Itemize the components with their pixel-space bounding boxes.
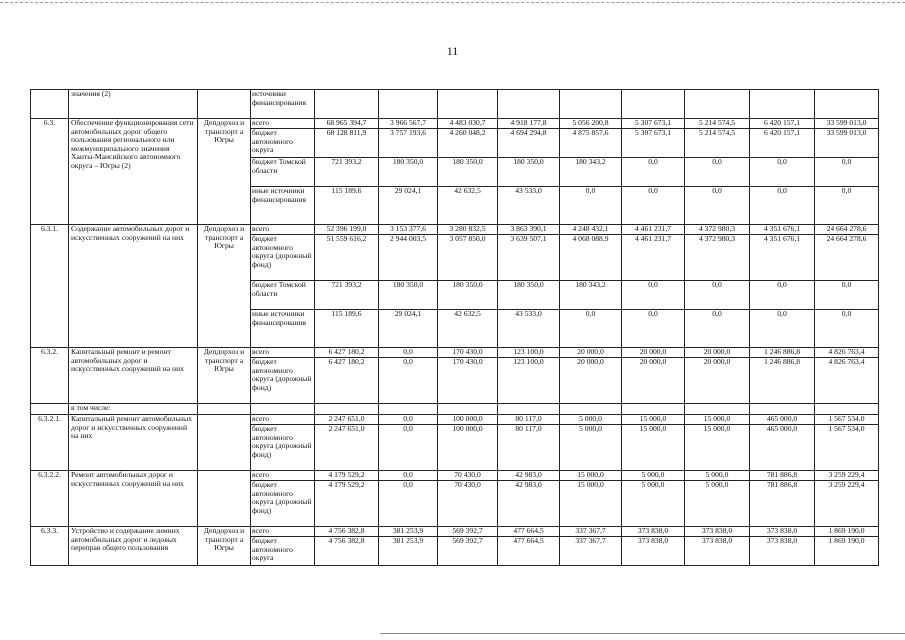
amount-cell: 0,0 bbox=[622, 187, 685, 225]
amount-cell: 0,0 bbox=[379, 471, 438, 481]
amount-cell: 180 350,0 bbox=[379, 158, 438, 187]
amount-cell: 180 350,0 bbox=[498, 158, 560, 187]
amount-cell: 4 351 676,1 bbox=[750, 235, 815, 281]
table-row bbox=[31, 119, 879, 129]
amount-cell: 721 393,2 bbox=[315, 281, 379, 310]
amount-cell: 0,0 bbox=[622, 281, 685, 310]
amount-cell: 3 057 850,0 bbox=[438, 235, 498, 281]
amount-cell: 4 372 980,3 bbox=[685, 235, 750, 281]
amount-cell: 381 253,9 bbox=[379, 537, 438, 566]
amount-cell: 42 632,5 bbox=[438, 310, 498, 348]
amount-cell bbox=[438, 90, 498, 119]
funding-source-cell: иные источники финансирования bbox=[251, 310, 315, 348]
amount-cell: 15 000,0 bbox=[685, 415, 750, 425]
amount-cell: 5 000,0 bbox=[685, 481, 750, 527]
amount-cell: 24 664 278,6 bbox=[815, 225, 879, 235]
amount-cell: 4 875 857,6 bbox=[560, 129, 622, 158]
amount-cell: 2 247 651,0 bbox=[315, 425, 379, 471]
amount-cell: 373 838,0 bbox=[750, 537, 815, 566]
amount-cell: 373 838,0 bbox=[750, 527, 815, 537]
amount-cell: 180 343,2 bbox=[560, 158, 622, 187]
amount-cell: 1 246 886,8 bbox=[750, 348, 815, 358]
amount-cell: 5 056 200,8 bbox=[560, 119, 622, 129]
amount-cell: 5 000,0 bbox=[560, 425, 622, 471]
executor-cell bbox=[198, 404, 251, 415]
amount-cell: 4 694 294,8 bbox=[498, 129, 560, 158]
amount-cell: 15 000,0 bbox=[622, 415, 685, 425]
funding-source-cell: бюджет автономного округа bbox=[251, 537, 315, 566]
measure-name-cell: Обеспечение функционирования сети автомобильных дорог общего пользования регионального или межмуниципального значения Ханты-Мансийского автономного округа – Югры (2) bbox=[69, 119, 198, 225]
amount-cell: 781 886,8 bbox=[750, 481, 815, 527]
amount-cell: 6 427 180,2 bbox=[315, 358, 379, 404]
table-row bbox=[31, 90, 879, 119]
funding-source-cell: иные источники финансирования bbox=[251, 187, 315, 225]
amount-cell bbox=[438, 404, 498, 415]
amount-cell: 24 664 278,6 bbox=[815, 235, 879, 281]
amount-cell: 0,0 bbox=[750, 187, 815, 225]
amount-cell: 70 430,0 bbox=[438, 471, 498, 481]
funding-source-cell: бюджет Томской области bbox=[251, 158, 315, 187]
row-number-cell: 6.3.2. bbox=[31, 348, 69, 404]
amount-cell: 4 068 088,9 bbox=[560, 235, 622, 281]
amount-cell: 5 214 574,5 bbox=[685, 119, 750, 129]
row-number-cell bbox=[31, 90, 69, 119]
funding-source-cell: бюджет автономного округа (дорожный фонд) bbox=[251, 481, 315, 527]
amount-cell: 6 420 157,1 bbox=[750, 119, 815, 129]
amount-cell: 373 838,0 bbox=[685, 537, 750, 566]
amount-cell: 20 000,0 bbox=[622, 348, 685, 358]
amount-cell: 2 247 651,0 bbox=[315, 415, 379, 425]
amount-cell bbox=[750, 90, 815, 119]
executor-cell: Депдорхоз и транспорт а Югры bbox=[198, 225, 251, 348]
amount-cell: 1 869 190,0 bbox=[815, 527, 879, 537]
amount-cell: 0,0 bbox=[750, 310, 815, 348]
amount-cell: 3 280 832,5 bbox=[438, 225, 498, 235]
financing-table-container bbox=[30, 89, 878, 566]
amount-cell: 15 000,0 bbox=[685, 425, 750, 471]
table-row bbox=[31, 404, 879, 415]
amount-cell: 4 248 432,1 bbox=[560, 225, 622, 235]
amount-cell: 0,0 bbox=[685, 158, 750, 187]
row-number-cell: 6.3. bbox=[31, 119, 69, 225]
table-row bbox=[31, 348, 879, 358]
amount-cell: 3 259 229,4 bbox=[815, 471, 879, 481]
amount-cell: 4 826 763,4 bbox=[815, 358, 879, 404]
amount-cell bbox=[379, 90, 438, 119]
amount-cell: 0,0 bbox=[379, 358, 438, 404]
amount-cell: 42 983,0 bbox=[498, 471, 560, 481]
measure-name-cell: Устройство и содержание зимних автомобильных дорог и ледовых переправ общего пользования bbox=[69, 527, 198, 566]
amount-cell: 115 189,6 bbox=[315, 310, 379, 348]
amount-cell: 20 000,0 bbox=[560, 348, 622, 358]
amount-cell: 3 966 567,7 bbox=[379, 119, 438, 129]
amount-cell: 1 567 534,0 bbox=[815, 415, 879, 425]
amount-cell: 4 179 529,2 bbox=[315, 471, 379, 481]
row-number-cell: 6.3.2.2. bbox=[31, 471, 69, 527]
amount-cell: 4 756 382,8 bbox=[315, 537, 379, 566]
amount-cell: 0,0 bbox=[815, 158, 879, 187]
amount-cell bbox=[622, 404, 685, 415]
amount-cell: 4 461 231,7 bbox=[622, 235, 685, 281]
measure-name-cell: значения (2) bbox=[69, 90, 198, 119]
amount-cell: 569 392,7 bbox=[438, 527, 498, 537]
amount-cell: 569 392,7 bbox=[438, 537, 498, 566]
amount-cell: 43 533,0 bbox=[498, 187, 560, 225]
amount-cell: 0,0 bbox=[685, 310, 750, 348]
amount-cell: 42 983,0 bbox=[498, 481, 560, 527]
funding-source-cell: всего bbox=[251, 348, 315, 358]
amount-cell: 43 533,0 bbox=[498, 310, 560, 348]
amount-cell: 5 000,0 bbox=[622, 481, 685, 527]
amount-cell: 100 000,0 bbox=[438, 425, 498, 471]
amount-cell: 4 372 980,3 bbox=[685, 225, 750, 235]
amount-cell: 337 367,7 bbox=[560, 537, 622, 566]
amount-cell bbox=[815, 90, 879, 119]
amount-cell: 0,0 bbox=[815, 281, 879, 310]
amount-cell: 5 000,0 bbox=[560, 415, 622, 425]
amount-cell: 123 100,0 bbox=[498, 358, 560, 404]
amount-cell: 1 246 886,8 bbox=[750, 358, 815, 404]
funding-source-cell: всего bbox=[251, 225, 315, 235]
amount-cell: 123 100,0 bbox=[498, 348, 560, 358]
funding-source-cell: всего bbox=[251, 119, 315, 129]
amount-cell: 721 393,2 bbox=[315, 158, 379, 187]
measure-name-cell: Капитальный ремонт автомобильных дорог и искусственных сооружений на них bbox=[69, 415, 198, 471]
amount-cell: 1 869 190,0 bbox=[815, 537, 879, 566]
amount-cell: 51 559 616,2 bbox=[315, 235, 379, 281]
amount-cell: 0,0 bbox=[379, 348, 438, 358]
amount-cell: 20 000,0 bbox=[560, 358, 622, 404]
amount-cell bbox=[498, 90, 560, 119]
funding-source-cell: всего bbox=[251, 471, 315, 481]
amount-cell: 337 367,7 bbox=[560, 527, 622, 537]
amount-cell: 3 639 507,1 bbox=[498, 235, 560, 281]
financing-table bbox=[30, 89, 879, 566]
amount-cell: 0,0 bbox=[815, 187, 879, 225]
funding-source-cell: бюджет автономного округа (дорожный фонд) bbox=[251, 235, 315, 281]
amount-cell: 781 886,8 bbox=[750, 471, 815, 481]
amount-cell: 0,0 bbox=[622, 158, 685, 187]
funding-source-cell: источники финансирования bbox=[251, 90, 315, 119]
amount-cell bbox=[315, 90, 379, 119]
table-body bbox=[31, 90, 879, 566]
amount-cell: 68 965 394,7 bbox=[315, 119, 379, 129]
amount-cell: 20 000,0 bbox=[685, 358, 750, 404]
measure-name-cell: Капитальный ремонт и ремонт автомобильных дорог и искусственных сооружений на них bbox=[69, 348, 198, 404]
amount-cell: 20 000,0 bbox=[685, 348, 750, 358]
amount-cell: 0,0 bbox=[379, 481, 438, 527]
funding-source-cell: всего bbox=[251, 527, 315, 537]
amount-cell: 477 664,5 bbox=[498, 537, 560, 566]
amount-cell: 477 664,5 bbox=[498, 527, 560, 537]
amount-cell: 4 756 382,8 bbox=[315, 527, 379, 537]
table-row bbox=[31, 527, 879, 537]
amount-cell: 180 350,0 bbox=[438, 281, 498, 310]
amount-cell: 465 000,0 bbox=[750, 425, 815, 471]
page-number: 11 bbox=[446, 44, 459, 58]
amount-cell: 170 430,0 bbox=[438, 348, 498, 358]
amount-cell bbox=[750, 404, 815, 415]
amount-cell: 0,0 bbox=[622, 310, 685, 348]
amount-cell bbox=[622, 90, 685, 119]
table-row bbox=[31, 471, 879, 481]
amount-cell: 0,0 bbox=[815, 310, 879, 348]
amount-cell: 42 632,5 bbox=[438, 187, 498, 225]
executor-cell: Депдорхоз и транспорт а Югры bbox=[198, 348, 251, 404]
amount-cell: 1 567 534,0 bbox=[815, 425, 879, 471]
amount-cell: 15 000,0 bbox=[560, 481, 622, 527]
amount-cell: 0,0 bbox=[750, 281, 815, 310]
amount-cell: 4 351 676,1 bbox=[750, 225, 815, 235]
amount-cell: 6 420 157,1 bbox=[750, 129, 815, 158]
funding-source-cell: бюджет автономного округа (дорожный фонд) bbox=[251, 425, 315, 471]
amount-cell: 15 000,0 bbox=[622, 425, 685, 471]
funding-source-cell: бюджет автономного округа (дорожный фонд) bbox=[251, 358, 315, 404]
amount-cell: 180 350,0 bbox=[379, 281, 438, 310]
amount-cell: 4 483 030,7 bbox=[438, 119, 498, 129]
scan-edge-bottom bbox=[380, 633, 905, 634]
amount-cell: 373 838,0 bbox=[622, 527, 685, 537]
table-row bbox=[31, 415, 879, 425]
measure-name-cell: в том числе: bbox=[69, 404, 198, 415]
amount-cell: 3 863 390,1 bbox=[498, 225, 560, 235]
executor-cell: Депдорхоз и транспорт а Югры bbox=[198, 527, 251, 566]
amount-cell: 80 117,0 bbox=[498, 425, 560, 471]
amount-cell bbox=[379, 404, 438, 415]
amount-cell: 5 214 574,5 bbox=[685, 129, 750, 158]
amount-cell: 100 000,0 bbox=[438, 415, 498, 425]
amount-cell: 373 838,0 bbox=[622, 537, 685, 566]
amount-cell: 115 189,6 bbox=[315, 187, 379, 225]
amount-cell: 180 350,0 bbox=[438, 158, 498, 187]
amount-cell: 5 000,0 bbox=[622, 471, 685, 481]
amount-cell: 3 757 193,6 bbox=[379, 129, 438, 158]
funding-source-cell bbox=[251, 404, 315, 415]
amount-cell bbox=[815, 404, 879, 415]
executor-cell: Депдорхоз и транспорт а Югры bbox=[198, 119, 251, 225]
measure-name-cell: Ремонт автомобильных дорог и искусственных сооружений на них bbox=[69, 471, 198, 527]
amount-cell bbox=[560, 90, 622, 119]
scan-edge-top bbox=[0, 2, 905, 9]
amount-cell: 33 599 013,0 bbox=[815, 119, 879, 129]
executor-cell bbox=[198, 471, 251, 527]
amount-cell bbox=[685, 90, 750, 119]
row-number-cell: 6.3.3. bbox=[31, 527, 69, 566]
amount-cell: 4 826 763,4 bbox=[815, 348, 879, 358]
amount-cell: 0,0 bbox=[560, 310, 622, 348]
amount-cell: 33 599 013,0 bbox=[815, 129, 879, 158]
funding-source-cell: всего bbox=[251, 415, 315, 425]
amount-cell: 0,0 bbox=[379, 425, 438, 471]
amount-cell: 5 307 673,1 bbox=[622, 129, 685, 158]
amount-cell: 0,0 bbox=[379, 415, 438, 425]
amount-cell: 80 117,0 bbox=[498, 415, 560, 425]
funding-source-cell: бюджет автономного округа bbox=[251, 129, 315, 158]
amount-cell: 5 000,0 bbox=[685, 471, 750, 481]
amount-cell: 4 260 048,2 bbox=[438, 129, 498, 158]
amount-cell: 0,0 bbox=[750, 158, 815, 187]
row-number-cell bbox=[31, 404, 69, 415]
amount-cell: 70 430,0 bbox=[438, 481, 498, 527]
amount-cell: 29 024,1 bbox=[379, 310, 438, 348]
row-number-cell: 6.3.1. bbox=[31, 225, 69, 348]
table-row bbox=[31, 225, 879, 235]
amount-cell: 6 427 180,2 bbox=[315, 348, 379, 358]
executor-cell bbox=[198, 90, 251, 119]
amount-cell: 3 153 377,6 bbox=[379, 225, 438, 235]
funding-source-cell: бюджет Томской области bbox=[251, 281, 315, 310]
amount-cell: 180 343,2 bbox=[560, 281, 622, 310]
amount-cell: 381 253,9 bbox=[379, 527, 438, 537]
amount-cell: 20 000,0 bbox=[622, 358, 685, 404]
amount-cell bbox=[315, 404, 379, 415]
amount-cell: 0,0 bbox=[685, 281, 750, 310]
amount-cell: 373 838,0 bbox=[685, 527, 750, 537]
amount-cell: 29 024,1 bbox=[379, 187, 438, 225]
amount-cell: 0,0 bbox=[560, 187, 622, 225]
amount-cell: 170 430,0 bbox=[438, 358, 498, 404]
amount-cell: 68 128 811,9 bbox=[315, 129, 379, 158]
amount-cell: 15 000,0 bbox=[560, 471, 622, 481]
amount-cell bbox=[685, 404, 750, 415]
row-number-cell: 6.3.2.1. bbox=[31, 415, 69, 471]
amount-cell: 2 944 003,5 bbox=[379, 235, 438, 281]
amount-cell bbox=[498, 404, 560, 415]
amount-cell: 0,0 bbox=[685, 187, 750, 225]
amount-cell: 52 396 199,0 bbox=[315, 225, 379, 235]
measure-name-cell: Содержание автомобильных дорог и искусственных сооружений на них bbox=[69, 225, 198, 348]
amount-cell: 3 259 229,4 bbox=[815, 481, 879, 527]
executor-cell bbox=[198, 415, 251, 471]
amount-cell: 465 000,0 bbox=[750, 415, 815, 425]
amount-cell: 4 918 177,8 bbox=[498, 119, 560, 129]
amount-cell: 5 307 673,1 bbox=[622, 119, 685, 129]
amount-cell bbox=[560, 404, 622, 415]
amount-cell: 180 350,0 bbox=[498, 281, 560, 310]
amount-cell: 4 179 529,2 bbox=[315, 481, 379, 527]
amount-cell: 4 461 231,7 bbox=[622, 225, 685, 235]
